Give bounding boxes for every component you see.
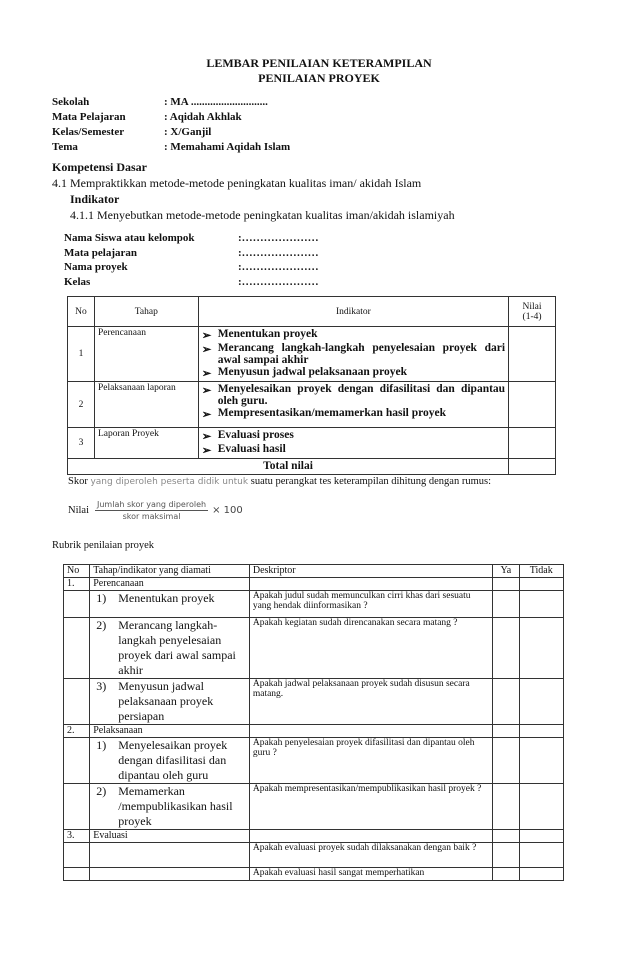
rubrik-item-line xyxy=(96,618,246,678)
indikator-item xyxy=(202,407,505,421)
total-label: Total nilai xyxy=(68,459,509,475)
indikator-text: Evaluasi proses xyxy=(217,429,294,441)
empty-cell xyxy=(493,830,519,843)
header-nilai xyxy=(509,297,556,327)
header-nilai-range: (1-4) xyxy=(522,311,542,322)
tidak-checkbox[interactable] xyxy=(519,843,563,868)
row-no: 2 xyxy=(68,382,95,428)
nilai-formula xyxy=(68,500,243,521)
empty-cell xyxy=(64,679,90,725)
row-indikator xyxy=(198,327,508,382)
rubrik-item-text: Merancang langkah-langkah penyelesaian proyek dari awal sampai akhir xyxy=(118,618,236,677)
indikator-text: Evaluasi hasil xyxy=(217,443,286,455)
rubrik-section-row xyxy=(64,578,564,591)
table-row xyxy=(64,618,564,679)
rubrik-descriptor: Apakah kegiatan sudah direncanakan secara matang ? xyxy=(249,618,492,679)
document-title: LEMBAR PENILAIAN KETERAMPILAN xyxy=(206,56,432,70)
ya-checkbox[interactable] xyxy=(493,618,519,679)
bullet-arrow-icon: ➢ xyxy=(201,330,212,342)
empty-cell xyxy=(64,591,90,618)
rubrik-item xyxy=(90,679,250,725)
rubrik-descriptor: Apakah jadwal pelaksanaan proyek sudah disusun secara matang. xyxy=(249,679,492,725)
meta-row xyxy=(52,111,290,126)
student-identity xyxy=(64,232,319,290)
indikator-text: Merancang langkah-langkah penyelesaian proyek dari awal sampai akhir xyxy=(217,342,506,366)
section-no: 2. xyxy=(64,725,90,738)
rubrik-item-line xyxy=(96,679,246,724)
row-tahap: Perencanaan xyxy=(94,327,198,382)
rubrik-item-number: 2) xyxy=(96,784,107,798)
empty-cell xyxy=(90,868,250,881)
identity-value: :………………… xyxy=(238,275,319,288)
ya-checkbox[interactable] xyxy=(493,738,519,784)
rubrik-section-row xyxy=(64,830,564,843)
tidak-checkbox[interactable] xyxy=(519,618,563,679)
meta-value: : Memahami Aqidah Islam xyxy=(164,141,291,153)
rubrik-descriptor: Apakah evaluasi proyek sudah dilaksanakan dengan baik ? xyxy=(249,843,492,868)
rubrik-item-number: 1) xyxy=(96,591,107,605)
ya-checkbox[interactable] xyxy=(493,591,519,618)
ya-checkbox[interactable] xyxy=(493,784,519,830)
kompetensi-heading: Kompetensi Dasar xyxy=(52,160,147,174)
rubrik-item-line xyxy=(96,591,246,606)
rubrik-item-text: Menyusun jadwal pelaksanaan proyek persiapan xyxy=(118,679,214,723)
bullet-arrow-icon: ➢ xyxy=(201,409,212,421)
bullet-arrow-icon: ➢ xyxy=(201,385,212,397)
meta-key: Mata Pelajaran xyxy=(52,111,126,123)
row-tahap: Laporan Proyek xyxy=(94,428,198,459)
identity-key: Nama proyek xyxy=(64,261,128,273)
rubrik-item-number: 2) xyxy=(96,618,107,632)
empty-cell xyxy=(249,578,492,591)
identity-key: Mata pelajaran xyxy=(64,246,138,259)
rubrik-item-text: Menyelesaikan proyek dengan difasilitasi dan dipantau oleh guru xyxy=(118,738,228,782)
row-no: 1 xyxy=(68,327,95,382)
total-value[interactable] xyxy=(509,459,556,475)
section-label: Pelaksanaan xyxy=(90,725,250,738)
indikator-item xyxy=(202,328,505,342)
rubrik-item xyxy=(90,591,250,618)
rubrik-descriptor: Apakah judul sudah memunculkan cirri khas dari sesuatu yang hendak diinformasikan ? xyxy=(249,591,492,618)
tidak-checkbox[interactable] xyxy=(519,738,563,784)
meta-key: Tema xyxy=(52,141,78,153)
assessment-table xyxy=(67,296,556,475)
indikator-item xyxy=(202,429,505,443)
tidak-checkbox[interactable] xyxy=(519,868,563,881)
identity-row xyxy=(64,276,319,291)
row-indikator xyxy=(198,428,508,459)
table-row xyxy=(64,738,564,784)
rubrik-item-number: 1) xyxy=(96,738,107,752)
rubrik-header-row xyxy=(64,565,564,578)
rubrik-descriptor: Apakah evaluasi hasil sangat memperhatikan xyxy=(249,868,492,881)
rubrik-header-tidak: Tidak xyxy=(519,565,563,578)
indikator-item xyxy=(202,383,505,407)
formula-numerator: Jumlah skor yang diperoleh xyxy=(97,500,207,509)
school-meta xyxy=(52,96,290,156)
skor-text xyxy=(68,476,491,487)
total-row xyxy=(68,459,556,475)
rubrik-section-row xyxy=(64,725,564,738)
header-tahap: Tahap xyxy=(94,297,198,327)
section-no: 3. xyxy=(64,830,90,843)
tidak-checkbox[interactable] xyxy=(519,679,563,725)
empty-cell xyxy=(64,784,90,830)
kompetensi-section xyxy=(52,160,455,224)
formula-fraction xyxy=(95,500,208,521)
kompetensi-dasar: 4.1 Mempraktikkan metode-metode peningkatan kualitas iman/ akidah Islam xyxy=(52,176,422,190)
empty-cell xyxy=(493,725,519,738)
indikator-text: 4.1.1 Menyebutkan metode-metode peningkatan kualitas iman/akidah islamiyah xyxy=(70,208,455,222)
indikator-item xyxy=(202,342,505,366)
table-header-row xyxy=(68,297,556,327)
indikator-text: Menentukan proyek xyxy=(217,328,318,340)
identity-value: :………………… xyxy=(238,232,319,244)
meta-value: : Aqidah Akhlak xyxy=(164,111,242,123)
meta-value: : X/Ganjil xyxy=(164,126,212,138)
rubrik-item xyxy=(90,618,250,679)
nilai-label: Nilai xyxy=(68,505,89,516)
empty-cell xyxy=(90,843,250,868)
ya-checkbox[interactable] xyxy=(493,679,519,725)
rubrik-table xyxy=(63,564,564,881)
rubrik-item-line xyxy=(96,738,246,783)
rubrik-item xyxy=(90,784,250,830)
bullet-arrow-icon: ➢ xyxy=(201,344,212,356)
table-row xyxy=(64,591,564,618)
row-nilai[interactable] xyxy=(509,428,556,459)
empty-cell xyxy=(64,618,90,679)
identity-key: Kelas xyxy=(64,275,91,288)
empty-cell xyxy=(249,830,492,843)
rubrik-item-text: Menentukan proyek xyxy=(118,591,215,605)
empty-cell xyxy=(64,868,90,881)
meta-row xyxy=(52,96,290,111)
table-row xyxy=(68,327,556,382)
meta-value: : MA ............................ xyxy=(164,96,268,108)
row-tahap: Pelaksanaan laporan xyxy=(94,382,198,428)
table-row xyxy=(64,843,564,868)
empty-cell xyxy=(519,725,563,738)
rubrik-descriptor: Apakah penyelesaian proyek difasilitasi dan dipantau oleh guru ? xyxy=(249,738,492,784)
bullet-arrow-icon: ➢ xyxy=(201,431,212,443)
row-nilai[interactable] xyxy=(509,382,556,428)
identity-row xyxy=(64,232,319,247)
rubrik-header-ya: Ya xyxy=(493,565,519,578)
header-no: No xyxy=(68,297,95,327)
identity-key: Nama Siswa atau kelompok xyxy=(64,232,195,244)
indikator-item xyxy=(202,443,505,457)
rubrik-title: Rubrik penilaian proyek xyxy=(52,540,155,551)
tidak-checkbox[interactable] xyxy=(519,591,563,618)
indikator-item xyxy=(202,366,505,380)
meta-key: Kelas/Semester xyxy=(52,126,125,138)
identity-value: :………………… xyxy=(238,261,319,273)
rubrik-item-line xyxy=(96,784,246,829)
formula-denominator: skor maksimal xyxy=(122,512,181,521)
meta-row xyxy=(52,141,290,156)
bullet-arrow-icon: ➢ xyxy=(201,445,212,457)
section-no: 1. xyxy=(64,578,90,591)
rubrik-header-tahap: Tahap/indikator yang diamati xyxy=(90,565,250,578)
indikator-text: Menyusun jadwal pelaksanaan proyek xyxy=(217,366,407,378)
section-label: Evaluasi xyxy=(90,830,250,843)
document-subtitle: PENILAIAN PROYEK xyxy=(258,71,380,85)
table-row xyxy=(68,382,556,428)
bullet-arrow-icon: ➢ xyxy=(201,368,212,380)
empty-cell xyxy=(493,578,519,591)
rubrik-item-number: 3) xyxy=(96,679,107,693)
ya-checkbox[interactable] xyxy=(493,868,519,881)
rubrik-item xyxy=(90,738,250,784)
meta-row xyxy=(52,126,290,141)
formula-multiplier: × 100 xyxy=(212,505,243,516)
row-nilai[interactable] xyxy=(509,327,556,382)
meta-key: Sekolah xyxy=(52,96,90,108)
empty-cell xyxy=(249,725,492,738)
row-no: 3 xyxy=(68,428,95,459)
table-row xyxy=(64,784,564,830)
rubrik-descriptor: Apakah mempresentasikan/mempublikasikan hasil proyek ? xyxy=(249,784,492,830)
tidak-checkbox[interactable] xyxy=(519,784,563,830)
identity-value: :………………… xyxy=(238,246,319,259)
empty-cell xyxy=(64,738,90,784)
row-indikator xyxy=(198,382,508,428)
table-row xyxy=(64,679,564,725)
section-label: Perencanaan xyxy=(90,578,250,591)
rubrik-item-text: Memamerkan /mempublikasikan hasil proyek xyxy=(118,784,233,828)
skor-ghost-text: yang diperoleh peserta didik untuk xyxy=(90,477,249,487)
ya-checkbox[interactable] xyxy=(493,843,519,868)
skor-suffix: suatu perangkat tes keterampilan dihitung dengan rumus: xyxy=(250,476,492,487)
identity-row xyxy=(64,247,319,262)
table-row xyxy=(68,428,556,459)
header-indikator: Indikator xyxy=(198,297,508,327)
skor-prefix: Skor xyxy=(68,476,88,487)
rubrik-header-deskriptor: Deskriptor xyxy=(249,565,492,578)
table-row xyxy=(64,868,564,881)
header-nilai-label: Nilai xyxy=(522,301,542,312)
indikator-text: Menyelesaikan proyek dengan difasilitasi dan dipantau oleh guru. xyxy=(217,383,506,407)
indikator-heading: Indikator xyxy=(70,192,120,206)
empty-cell xyxy=(64,843,90,868)
rubrik-header-no: No xyxy=(64,565,90,578)
identity-row xyxy=(64,261,319,276)
indikator-text: Mempresentasikan/memamerkan hasil proyek xyxy=(217,407,446,419)
empty-cell xyxy=(519,830,563,843)
empty-cell xyxy=(519,578,563,591)
